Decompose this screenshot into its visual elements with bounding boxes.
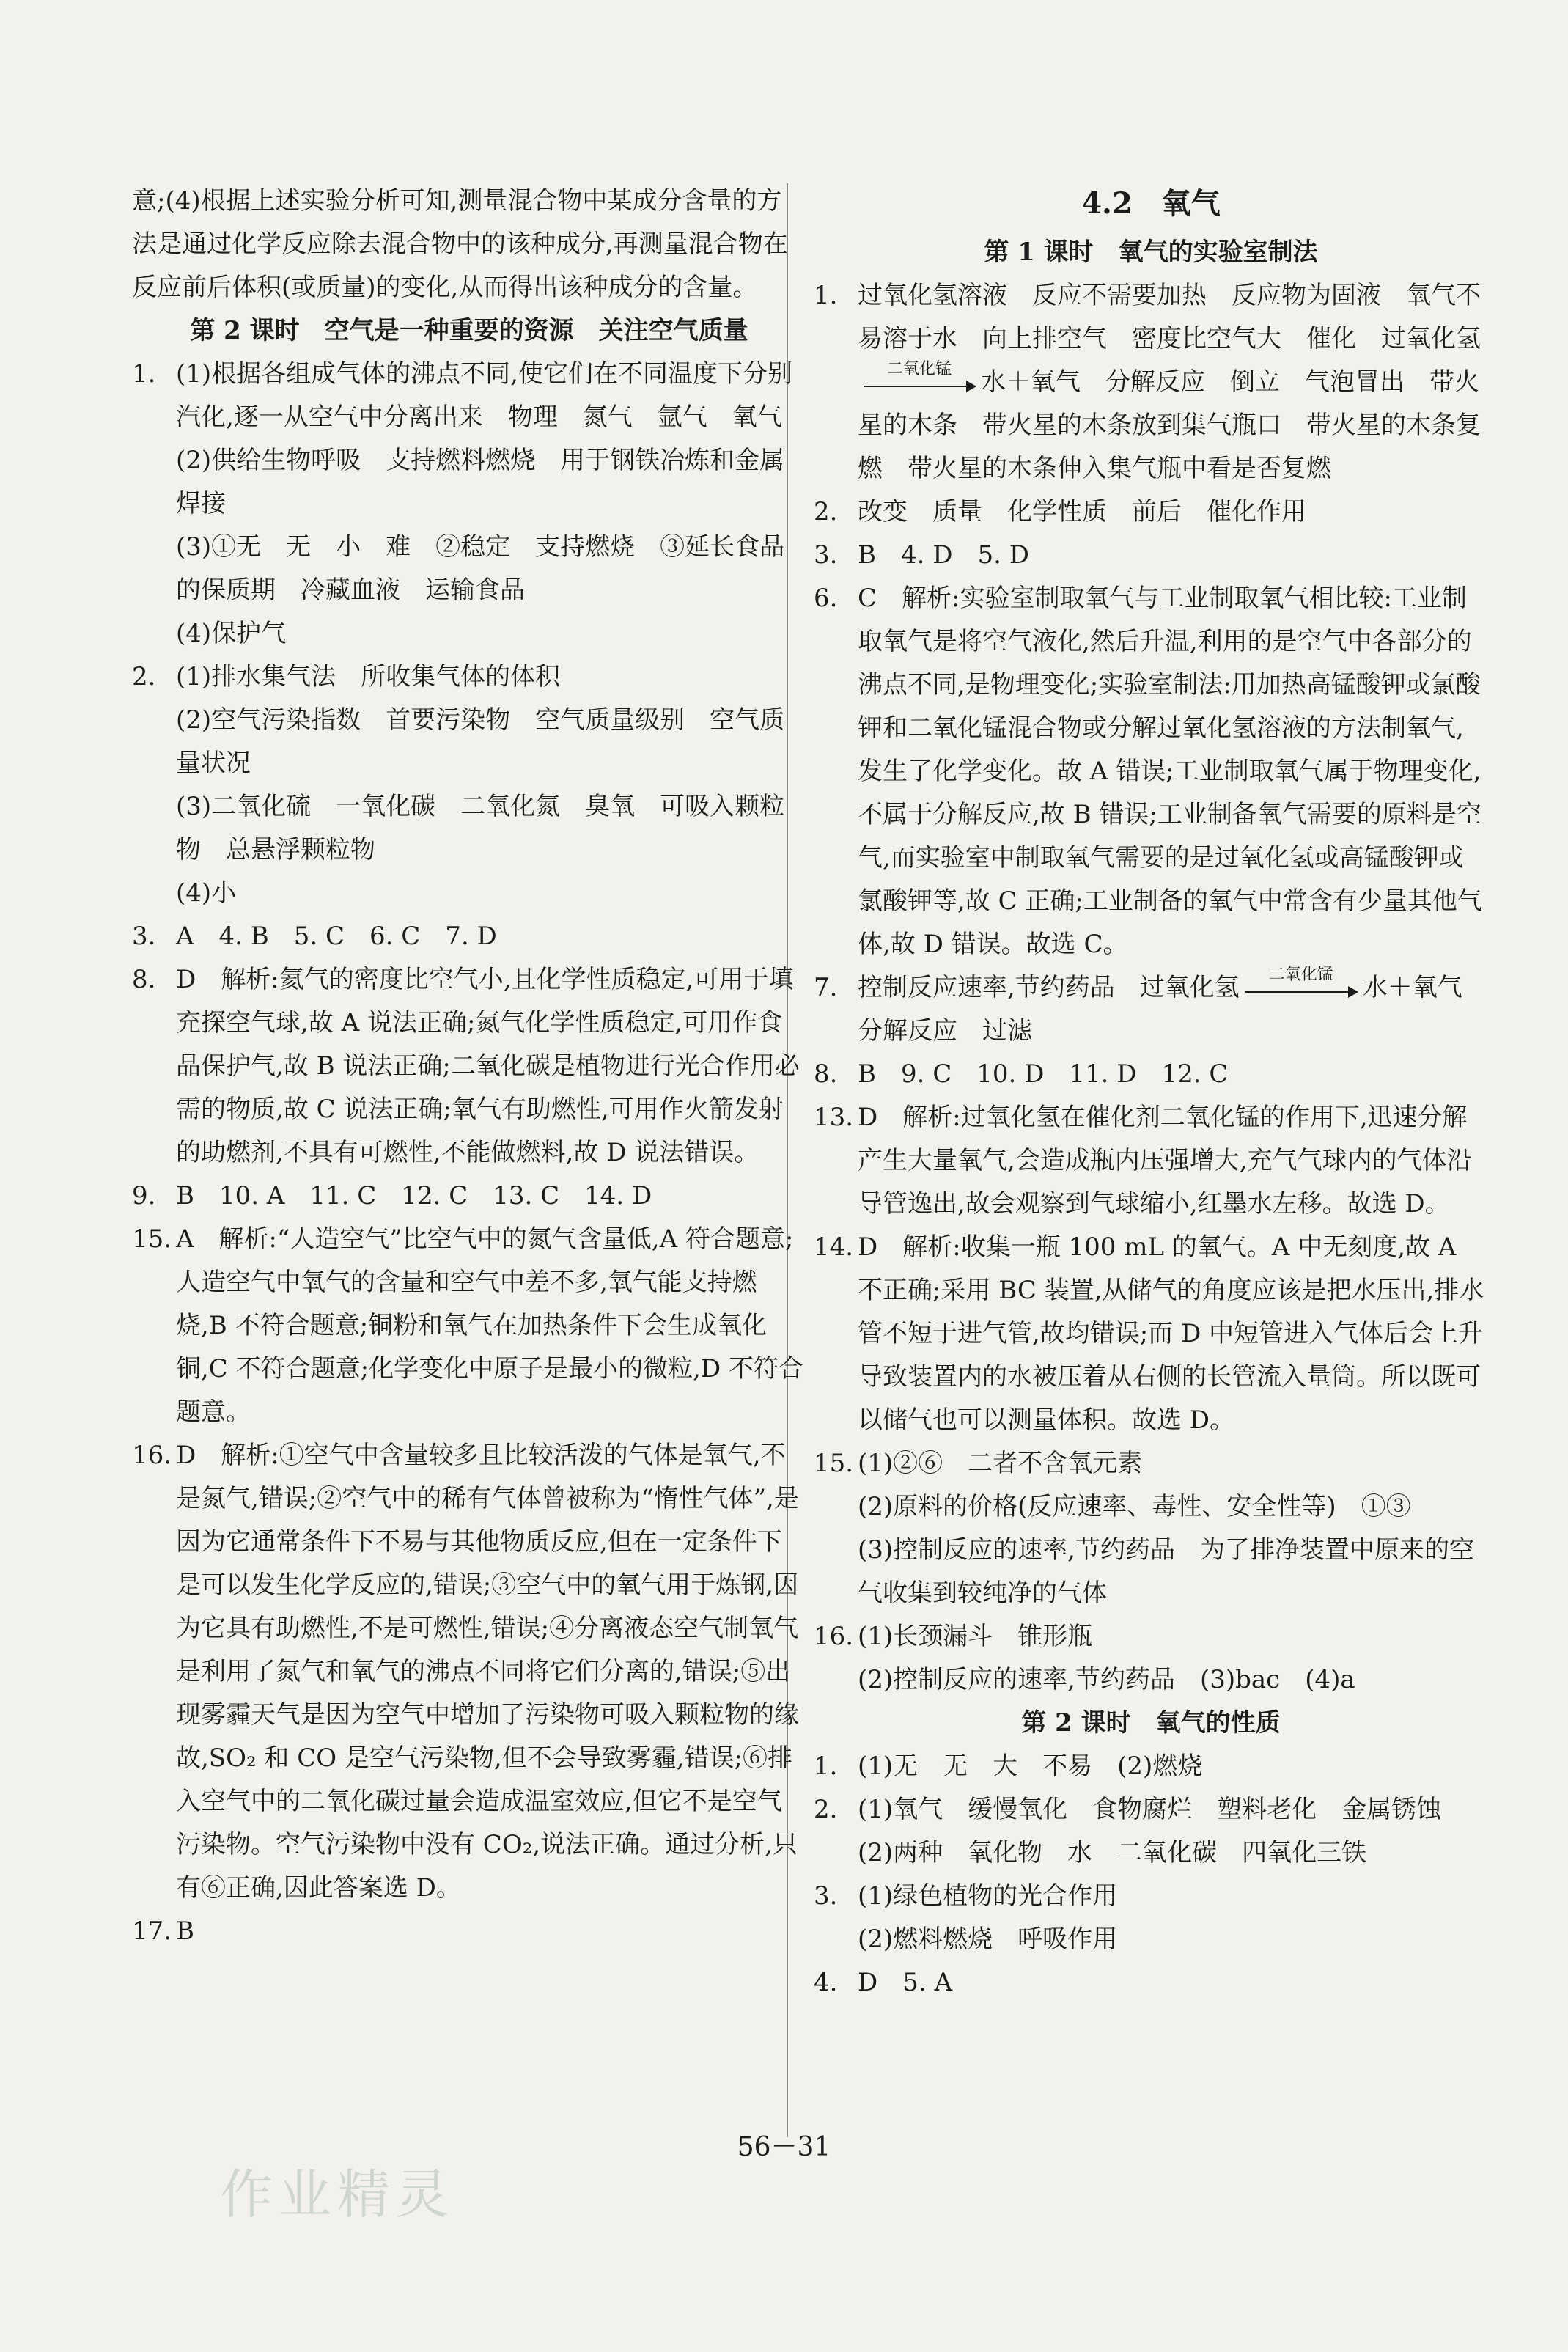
reaction-arrow	[1243, 966, 1360, 1002]
intro-paragraph: 意;(4)根据上述实验分析可知,测量混合物中某成分含量的方法是通过化学反应除去混合物中的该种成分,再测量混合物在反应前后体积(或质量)的变化,从而得出该种成分的含量。	[132, 186, 788, 302]
answer-3	[132, 915, 806, 958]
answer-text: 控制反应速率,节约药品 过氧化氢	[858, 973, 1240, 1002]
answer-text: 改变 质量 化学性质 前后 催化作用	[858, 497, 1306, 526]
answer-number: 2.	[814, 1795, 838, 1824]
watermark: 作业精灵	[220, 2164, 455, 2225]
answer-3	[814, 534, 1488, 577]
answer-number: 14.	[814, 1232, 854, 1262]
answer-part: (3)二氧化硫 一氧化碳 二氧化氮 臭氧 可吸入颗粒物 总悬浮颗粒物	[176, 792, 785, 864]
answer-9	[132, 1175, 806, 1218]
answer-number: 9.	[132, 1181, 156, 1210]
answer-text: C 解析:实验室制取氧气与工业制取氧气相比较:工业制取氧气是将空气液化,然后升温,利用的是空气中各部分的沸点不同,是物理变化;实验室制法:用加热高锰酸钾或氯酸钾和二氧化锰混合物或分解过氧化氢溶液的方法制氧气,发生了化学变化。故 A 错误;工业制取氧气属于物理变化,不属于分解反应,故 B 错误;工业制备氧气需要的原料是空气,而实验室中制取氧气需要的是过氧化氢或高锰酸钾或氯酸钾等,故 C 正确;工业制备的氧气中常含有少量其他气体,故 D 错误。故选 C。	[858, 584, 1482, 959]
answer-part: (1)根据各组成气体的沸点不同,使它们在不同温度下分别汽化,逐一从空气中分离出来 物理 氮气 氩气 氧气	[176, 359, 792, 432]
answer-number: 3.	[814, 540, 838, 570]
answer-part: (1)氧气 缓慢氧化 食物腐烂 塑料老化 金属锈蚀	[858, 1795, 1442, 1824]
answer-number: 16.	[132, 1441, 172, 1470]
section-title: 第 2 课时 空气是一种重要的资源 关注空气质量	[190, 316, 748, 345]
arrow-head-icon	[1348, 986, 1358, 998]
answer-text: B 4. D 5. D	[858, 540, 1029, 570]
answer-text: B 9. C 10. D 11. D 12. C	[858, 1059, 1229, 1089]
lesson2-answer-4	[814, 1961, 1488, 2004]
catalyst-label: 二氧化锰	[886, 360, 952, 378]
answer-part: (2)控制反应的速率,节约药品 (3)bac (4)a	[858, 1665, 1355, 1694]
answer-16	[132, 1434, 806, 1910]
answer-13	[814, 1096, 1488, 1226]
answer-text: 水＋氧气	[1362, 973, 1462, 1002]
answer-number: 1.	[814, 281, 838, 310]
answer-number: 3.	[132, 922, 156, 951]
answer-number: 2.	[132, 662, 156, 691]
answer-part: (2)空气污染指数 首要污染物 空气质量级别 空气质量状况	[176, 705, 785, 778]
answer-number: 6.	[814, 584, 838, 613]
answer-text: D 解析:收集一瓶 100 mL 的氧气。A 中无刻度,故 A 不正确;采用 BC 装置,从储气的角度应该是把水压出,排水管不短于进气管,故均错误;而 D 中短管进入气体后会上升导致装置内的水被压着从右侧的长管流入量筒。所以既可以储气也可以测量体积。故选 D。	[858, 1232, 1484, 1435]
answer-part: (4)小	[176, 878, 237, 908]
answer-part: (2)两种 氧化物 水 二氧化碳 四氧化三铁	[858, 1838, 1367, 1867]
chapter-title: 4.2 氧气	[1081, 186, 1221, 221]
answer-2	[814, 490, 1488, 534]
arrow-line	[864, 386, 969, 387]
lesson2-answer-3	[814, 1875, 1488, 1961]
answer-15	[132, 1218, 806, 1434]
left-column	[132, 180, 806, 1953]
answer-8	[814, 1053, 1488, 1096]
answer-text: D 解析:过氧化氢在催化剂二氧化锰的作用下,迅速分解产生大量氧气,会造成瓶内压强增大,充气气球内的气体沿导管逸出,故会观察到气球缩小,红墨水左移。故选 D。	[858, 1103, 1472, 1219]
answer-part: (4)保护气	[176, 619, 287, 648]
answer-text: 水＋氧气 分解反应 倒立 气泡冒出 带火星的木条 带火星的木条放到集气瓶口 带火星的木条复燃 带火星的木条伸入集气瓶中看是否复燃	[858, 367, 1481, 483]
arrow-line	[1245, 991, 1351, 993]
lesson2-answer-2	[814, 1788, 1488, 1875]
lesson2-answer-1	[814, 1745, 1488, 1788]
lesson-1-title: 第 1 课时 氧气的实验室制法	[984, 238, 1318, 267]
answer-part: (3)控制反应的速率,节约药品 为了排净装置中原来的空气收集到较纯净的气体	[858, 1535, 1474, 1608]
answer-number: 1.	[814, 1752, 838, 1781]
answer-text: A 4. B 5. C 6. C 7. D	[176, 922, 497, 951]
answer-number: 13.	[814, 1103, 854, 1132]
answer-text: B	[176, 1916, 194, 1946]
answer-number: 8.	[814, 1059, 838, 1089]
answer-14	[814, 1226, 1488, 1442]
answer-text: (1)无 无 大 不易 (2)燃烧	[858, 1752, 1203, 1781]
answer-number: 3.	[814, 1881, 838, 1911]
answer-number: 17.	[132, 1916, 172, 1946]
answer-8	[132, 958, 806, 1175]
answer-7	[814, 966, 1488, 1053]
answer-text: D 解析:氦气的密度比空气小,且化学性质稳定,可用于填充探空气球,故 A 说法正确;氮气化学性质稳定,可用作食品保护气,故 B 说法正确;二氧化碳是植物进行光合作用必需的物质,故 C 说法正确;氧气有助燃性,可用作火箭发射的助燃剂,不具有可燃性,不能做燃料,故 D 说法错误。	[176, 965, 800, 1167]
answer-number: 15.	[132, 1224, 172, 1254]
arrow-head-icon	[966, 381, 976, 392]
answer-number: 4.	[814, 1968, 838, 1997]
answer-15	[814, 1442, 1488, 1615]
answer-16	[814, 1615, 1488, 1702]
answer-1	[132, 353, 806, 655]
right-column	[814, 180, 1488, 2004]
answer-2	[132, 655, 806, 915]
answer-part: (2)燃料燃烧 呼吸作用	[858, 1925, 1118, 1954]
answer-part: (3)①无 无 小 难 ②稳定 支持燃烧 ③延长食品的保质期 冷藏血液 运输食品	[176, 532, 785, 605]
answer-number: 8.	[132, 965, 156, 994]
answer-number: 1.	[132, 359, 156, 389]
answer-text: A 解析:“人造空气”比空气中的氮气含量低,A 符合题意;人造空气中氧气的含量和空气中差不多,氧气能支持燃烧,B 不符合题意;铜粉和氧气在加热条件下会生成氧化铜,C 不符合题意;化学变化中原子是最小的微粒,D 不符合题意。	[176, 1224, 803, 1427]
answer-6	[814, 577, 1488, 966]
answer-part: (1)②⑥ 二者不含氧元素	[858, 1449, 1143, 1478]
answer-part: (2)原料的价格(反应速率、毒性、安全性等) ①③	[858, 1492, 1411, 1521]
answer-1	[814, 274, 1488, 490]
answer-part: 分解反应 过滤	[858, 1016, 1032, 1045]
answer-text: B 10. A 11. C 12. C 13. C 14. D	[176, 1181, 652, 1210]
catalyst-label: 二氧化锰	[1268, 966, 1333, 984]
answer-part: (1)绿色植物的光合作用	[858, 1881, 1118, 1911]
answer-text: D 5. A	[858, 1968, 953, 1997]
page-number: 56－31	[737, 2132, 831, 2162]
answer-part: (1)长颈漏斗 锥形瓶	[858, 1622, 1093, 1651]
answer-number: 15.	[814, 1449, 854, 1478]
answer-text: D 解析:①空气中含量较多且比较活泼的气体是氧气,不是氮气,错误;②空气中的稀有气体曾被称为“惰性气体”,是因为它通常条件下不易与其他物质反应,但在一定条件下是可以发生化学反应的,错误;③空气中的氧气用于炼钢,因为它具有助燃性,不是可燃性,错误;④分离液态空气制氧气是利用了氮气和氧气的沸点不同将它们分离的,错误;⑤出现雾霾天气是因为空气中增加了污染物可吸入颗粒物的缘故,SO₂ 和 CO 是空气污染物,但不会导致雾霾,错误;⑥排入空气中的二氧化碳过量会造成温室效应,但它不是空气污染物。空气污染物中没有 CO₂,说法正确。通过分析,只有⑥正确,因此答案选 D。	[176, 1441, 799, 1903]
answer-part: (2)供给生物呼吸 支持燃料燃烧 用于钢铁冶炼和金属焊接	[176, 446, 785, 518]
answer-part: (1)排水集气法 所收集气体的体积	[176, 662, 561, 691]
answer-number: 16.	[814, 1622, 854, 1651]
answer-17	[132, 1910, 806, 1953]
reaction-arrow	[861, 360, 978, 396]
answer-number: 7.	[814, 973, 838, 1002]
answer-text: 过氧化氢溶液 反应不需要加热 反应物为固液 氧气不易溶于水 向上排空气 密度比空气大 催化 过氧化氢	[858, 281, 1481, 353]
lesson-2-title: 第 2 课时 氧气的性质	[1021, 1708, 1281, 1738]
answer-number: 2.	[814, 497, 838, 526]
